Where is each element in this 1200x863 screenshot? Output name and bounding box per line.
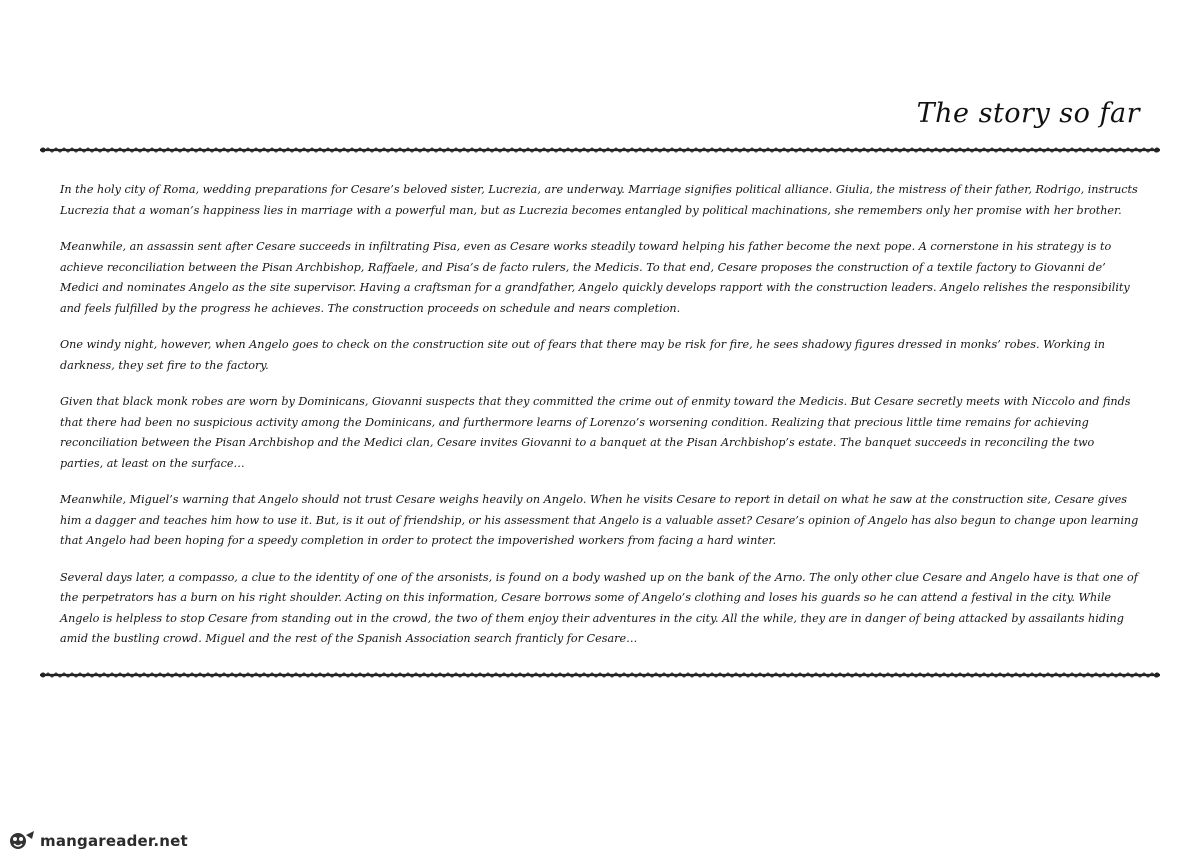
story-paragraph: Meanwhile, Miguel’s warning that Angelo should not trust Cesare weighs heavily on Angelo. When he visits Cesare to report in detail on what he saw at the construction site, Cesare gives him a dagger and teaches him how to use it. But, is it out of friendship, or his assessment that Angelo is a valuable asset? Cesare’s opinion of Angelo has also begun to change upon learning that Angelo had been hoping for a speedy completion in order to protect the impoverished workers from facing a hard winter. <box>60 493 1139 547</box>
bottom-ornamental-divider <box>40 670 1160 680</box>
page-title: The story so far <box>916 98 1140 129</box>
watermark-text: mangareader.net <box>40 832 188 850</box>
site-watermark <box>8 828 188 854</box>
story-paragraph: Meanwhile, an assassin sent after Cesare succeeds in infiltrating Pisa, even as Cesare works steadily toward helping his father become the next pope. A cornerstone in his strategy is to achieve reconciliation between the Pisan Archbishop, Raffaele, and Pisa’s de facto rulers, the Medicis. To that end, Cesare proposes the construction of a textile factory to Giovanni de’ Medici and nominates Angelo as the site supervisor. Having a craftsman for a grandfather, Angelo quickly develops rapport with the construction leaders. Angelo relishes the responsibility and feels fulfilled by the progress he achieves. The construction proceeds on schedule and nears completion. <box>60 240 1130 315</box>
story-paragraph: In the holy city of Roma, wedding preparations for Cesare’s beloved sister, Lucrezia, are underway. Marriage signifies political alliance. Giulia, the mistress of their father, Rodrigo, instructs Lucrezia that a woman’s happiness lies in marriage with a powerful man, but as Lucrezia becomes entangled by political machinations, she remembers only her promise with her brother. <box>60 183 1138 217</box>
story-paragraph: Several days later, a compasso, a clue to the identity of one of the arsonists, is found on a body washed up on the bank of the Arno. The only other clue Cesare and Angelo have is that one of the perpetrators has a burn on his right shoulder. Acting on this information, Cesare borrows some of Angelo’s clothing and loses his guards so he can attend a festival in the city. While Angelo is helpless to stop Cesare from standing out in the crowd, the two of them enjoy their adventures in the city. All the while, they are in danger of being attacked by assailants hiding amid the bustling crowd. Miguel and the rest of the Spanish Association search franticly for Cesare… <box>60 570 1138 645</box>
story-paragraph: Given that black monk robes are worn by Dominicans, Giovanni suspects that they committed the crime out of enmity toward the Medicis. But Cesare secretly meets with Niccolo and finds that there had been no suspicious activity among the Dominicans, and furthermore learns of Lorenzo’s worsening condition. Realizing that precious little time remains for achieving reconciliation between the Pisan Archbishop and the Medici clan, Cesare invites Giovanni to a banquet at the Pisan Archbishop’s estate. The banquet succeeds in reconciling the two parties, at least on the surface… <box>60 395 1131 470</box>
story-summary <box>60 180 1140 666</box>
top-ornamental-divider <box>40 145 1160 155</box>
mangareader-logo-icon <box>8 829 36 853</box>
story-paragraph: One windy night, however, when Angelo goes to check on the construction site out of fears that there may be risk for fire, he sees shadowy figures dressed in monks’ robes. Working in darkness, they set fire to the factory. <box>60 338 1106 372</box>
